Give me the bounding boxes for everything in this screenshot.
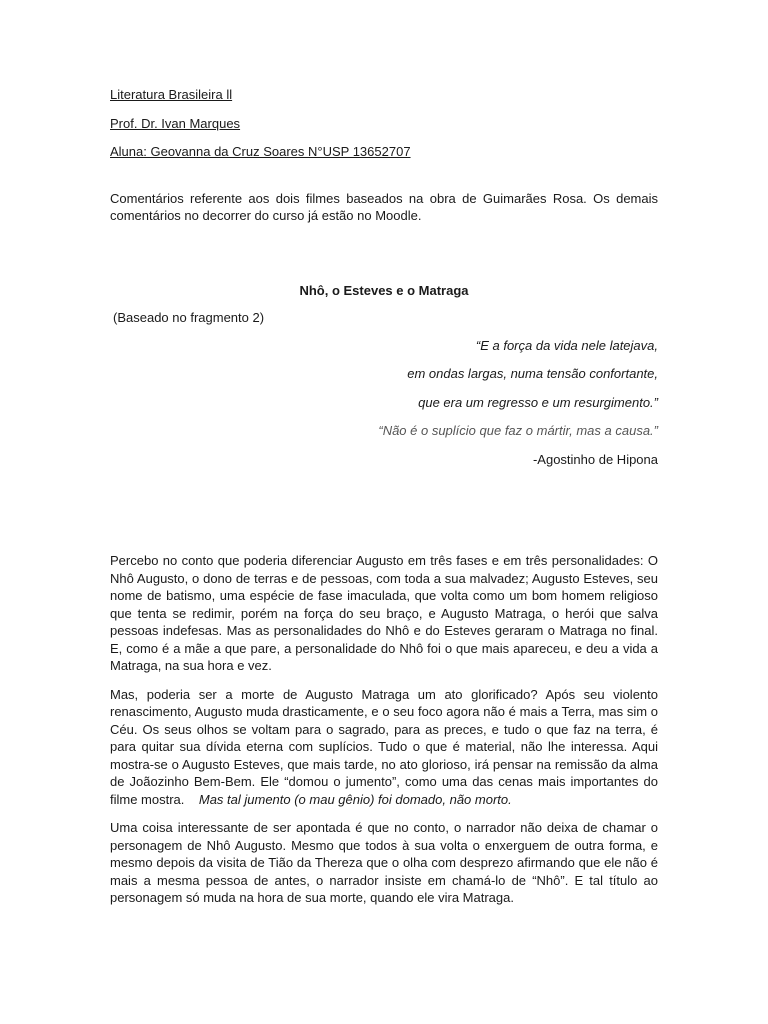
epigraph-attribution: -Agostinho de Hipona xyxy=(532,451,658,467)
epigraph-line: em ondas largas, numa tensão confortante, xyxy=(407,366,658,381)
student-name: Aluna: Geovanna da Cruz Soares N°USP 13652707 xyxy=(110,144,411,159)
epigraph-line: que era um regresso e um resurgimento.” xyxy=(418,394,658,410)
epigraph xyxy=(110,337,658,412)
body-paragraph: Uma coisa interessante de ser apontada é que no conto, o narrador não deixa de chamar o personagem de Nhô Augusto. Mesmo que todos à sua volta o enxerguem de outra forma, e mesmo depois da visita de Tião da Thereza que o olha com desprezo afirmando que ele não é mais a mesma pessoa de antes, o narrador insiste em chamá-lo de “Nhô”. E tal título ao personagem só muda na hora de sua morte, quando ele vira Matraga. xyxy=(110,820,658,905)
body-paragraph xyxy=(110,686,658,809)
section-title: Nhô, o Esteves e o Matraga xyxy=(299,282,469,298)
body-paragraph-italic: Mas tal jumento (o mau gênio) foi domado, não morto. xyxy=(198,791,512,807)
based-on-note: (Baseado no fragmento 2) xyxy=(113,310,265,325)
body-paragraph-text: Mas, poderia ser a morte de Augusto Matraga um ato glorificado? Após seu violento renascimento, Augusto muda drasticamente, e o seu foco agora não é mais a Terra, mas sim o Céu. Os seus olhos se voltam para o sagrado, para as preces, e tudo o que faz na terra, é para quitar sua dívida eterna com suplícios. Tudo o que é material, não lhe interessa. Aqui mostra-se o Augusto Esteves, que mais tarde, no ato glorioso, irá pensar na remissão da alma de Joãozinho Bem-Bem. Ele “domou o jumento”, como uma das cenas mais importantes do filme mostra. xyxy=(110,686,658,807)
document-content xyxy=(110,86,658,918)
course-name: Literatura Brasileira ll xyxy=(110,87,233,102)
professor-name: Prof. Dr. Ivan Marques xyxy=(110,115,241,131)
epigraph-line: “E a força da vida nele latejava, xyxy=(475,337,658,353)
body-text xyxy=(110,552,658,907)
intro-paragraph: Comentários referente aos dois filmes baseados na obra de Guimarães Rosa. Os demais comentários no decorrer do curso já estão no Moodle. xyxy=(110,190,658,223)
body-paragraph: Percebo no conto que poderia diferenciar Augusto em três fases e em três personalidades: O Nhô Augusto, o dono de terras e de pessoas, com toda a sua malvadez; Augusto Esteves, seu nome de batismo, uma espécie de fase imaculada, que volta como um bom homem religioso que tenta se redimir, porém na força do seu braço, e Augusto Matraga, o herói que salva pessoas indefesas. Mas as personalidades do Nhô e do Esteves geraram o Matraga no final. E, como é a mãe a que pare, a personalidade do Nhô foi o que mais apareceu, e deu a vida a Matraga, na sua hora e vez. xyxy=(110,553,658,673)
epigraph-quote: “Não é o suplício que faz o mártir, mas a causa.” xyxy=(378,423,658,438)
